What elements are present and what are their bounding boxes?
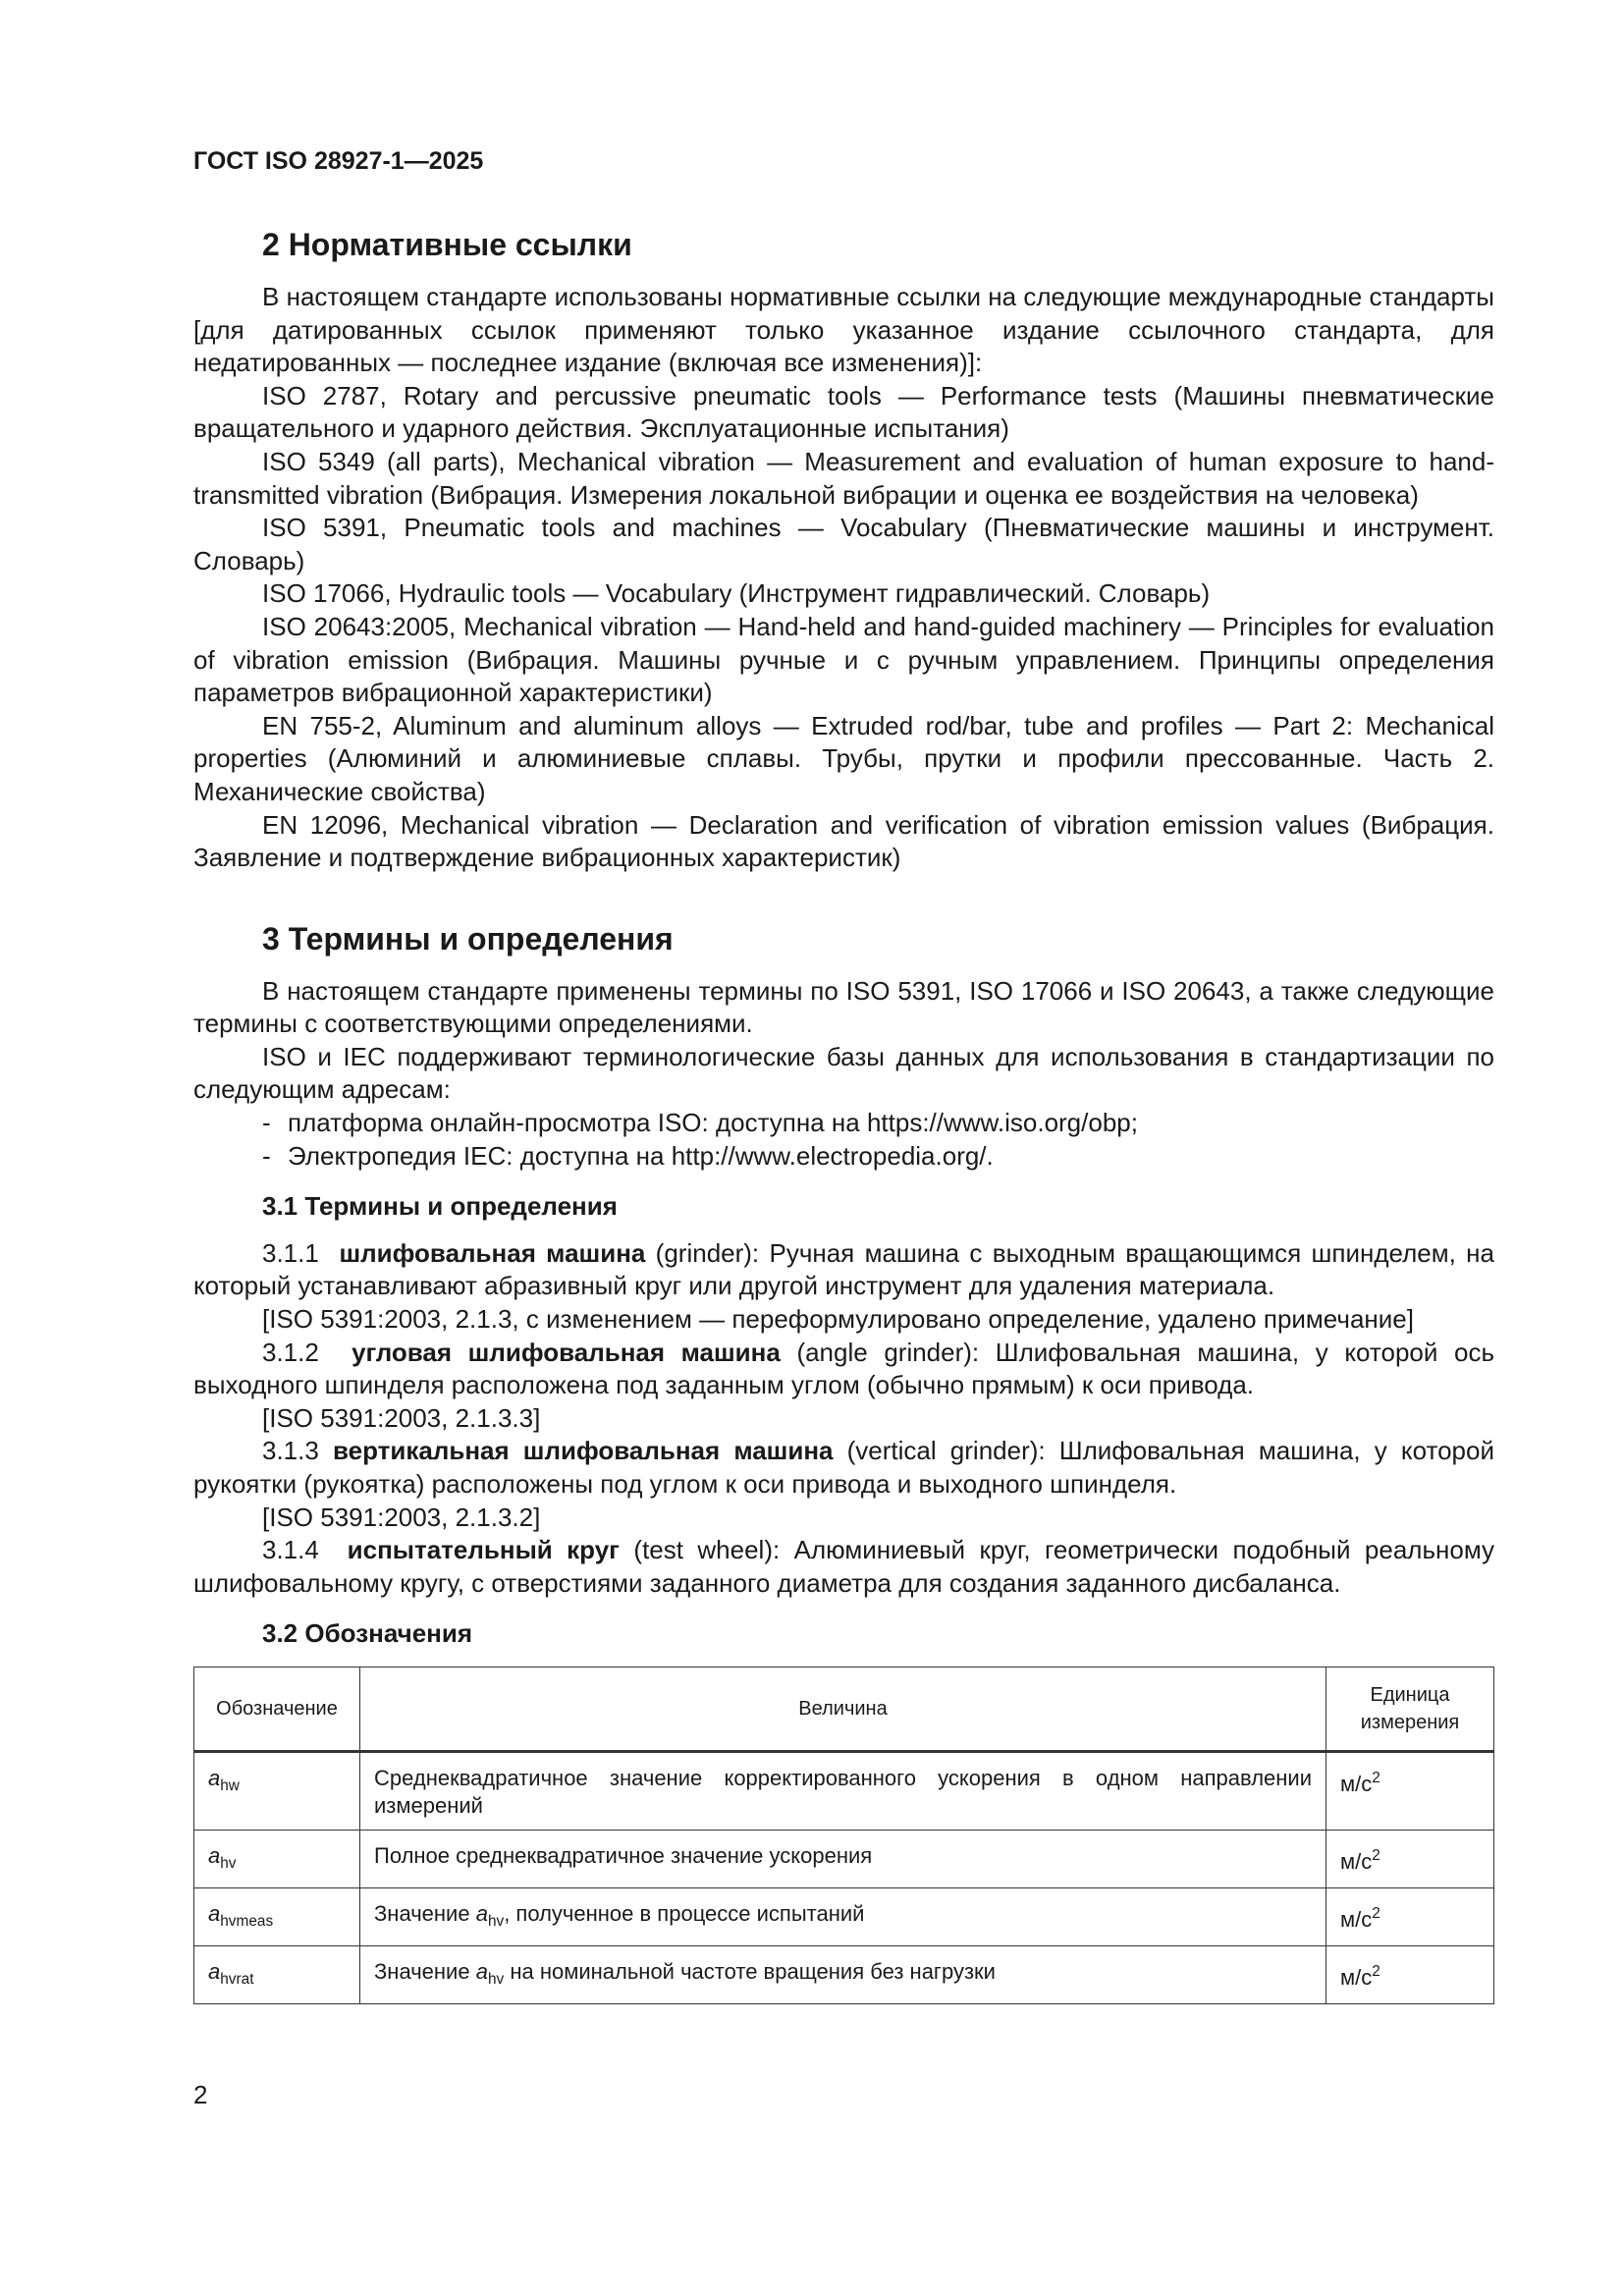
reference-item: ISO 2787, Rotary and percussive pneumatic tools — Performance tests (Машины пневматические вращательного и ударного действия. Эксплуатационные испытания)	[193, 380, 1494, 444]
quantity-text: на номинальной частоте вращения без нагрузки	[504, 1958, 996, 1984]
page-content	[193, 222, 1494, 2004]
term-source: [ISO 5391:2003, 2.1.3.2]	[262, 1502, 541, 1532]
subsection-3-1-title: 3.1 Термины и определения	[262, 1191, 618, 1222]
section-3-title: 3 Термины и определения	[262, 920, 674, 957]
symbol-cell	[194, 1945, 360, 2003]
section-2-title: 2 Нормативные ссылки	[262, 227, 632, 262]
quantity-text: Полное среднеквадратичное значение ускорения	[374, 1842, 873, 1868]
section-3-intro-databases: ISO и IEC поддерживают терминологические базы данных для использования в стандартизации по следующим адресам:	[193, 1041, 1494, 1105]
unit-cell	[1326, 1830, 1494, 1887]
symbol-letter: a	[208, 1958, 221, 1984]
list-item	[262, 1107, 1494, 1140]
term-definition: (grinder): Ручная машина с выходным вращающимся шпинделем, на который устанавливают абразивный круг или другой инструмент для удаления материала.	[193, 1237, 1494, 1301]
term-source: [ISO 5391:2003, 2.1.3.3]	[262, 1402, 541, 1433]
reference-item: EN 12096, Mechanical vibration — Declaration and verification of vibration emission values (Вибрация. Заявление и подтверждение вибрационных характеристик)	[193, 809, 1494, 873]
section-3-intro: В настоящем стандарте применены термины по ISO 5391, ISO 17066 и ISO 20643, а также следующие термины с соответствующими определениями.	[193, 975, 1494, 1039]
term-definition: (test wheel): Алюминиевый круг, геометрически подобный реальному шлифовальному кругу, с отверстиями заданного диаметра для создания заданного дисбаланса.	[193, 1535, 1494, 1598]
term-source: [ISO 5391:2003, 2.1.3, с изменением — переформулировано определение, удалено примечание]	[262, 1304, 1414, 1335]
term-definition: (angle grinder): Шлифовальная машина, у которой ось выходного шпинделя расположена под заданным углом (обычно прямым) к оси привода.	[193, 1337, 1495, 1400]
list-item	[262, 1140, 1494, 1174]
unit-cell	[1326, 1751, 1494, 1830]
unit-text: м/с	[1340, 1848, 1373, 1874]
section-2-intro: В настоящем стандарте использованы нормативные ссылки на следующие международные стандарты [для датированных ссылок применяют только указанное издание ссылочного стандарта, для недатированных — последнее издание (включая все изменения)]:	[193, 282, 1494, 378]
symbol-letter: a	[208, 1842, 221, 1868]
page-number: 2	[193, 2080, 208, 2109]
table-row	[194, 1887, 1494, 1945]
term-entry	[193, 1337, 1494, 1402]
list-dash: -	[262, 1140, 271, 1171]
reference-item: ISO 17066, Hydraulic tools — Vocabulary (Инструмент гидравлический. Словарь)	[262, 578, 1211, 609]
inline-symbol-subscript: hv	[487, 1912, 505, 1930]
table-row	[194, 1751, 1494, 1830]
quantity-text: Значение	[374, 1958, 476, 1984]
symbols-table	[193, 1667, 1494, 2004]
quantity-cell	[360, 1887, 1326, 1945]
term-definition: (vertical grinder): Шлифовальная машина, у которой рукоятки (рукоятка) расположены под углом к оси привода и выходного шпинделя.	[193, 1436, 1494, 1499]
unit-exponent: 2	[1372, 1904, 1380, 1922]
column-header-quantity: Величина	[360, 1667, 1326, 1751]
quantity-cell	[360, 1830, 1326, 1887]
unit-cell	[1326, 1887, 1494, 1945]
reference-item: ISO 5391, Pneumatic tools and machines — Vocabulary (Пневматические машины и инструмент. Словарь)	[193, 513, 1494, 575]
term-number: 3.1.3	[262, 1436, 319, 1466]
symbol-subscript: hv	[220, 1854, 237, 1872]
symbol-subscript: hvmeas	[220, 1912, 274, 1930]
symbol-subscript: hw	[220, 1777, 240, 1794]
list-item-text: Электропедия IEC: доступна на http://www.electropedia.org/.	[288, 1140, 994, 1171]
symbol-subscript: hvrat	[220, 1970, 254, 1988]
list-item-text: платформа онлайн-просмотра ISO: доступна на https://www.iso.org/obp;	[288, 1108, 1138, 1138]
term-name: шлифовальная машина	[339, 1237, 646, 1268]
term-name: вертикальная шлифовальная машина	[332, 1436, 834, 1466]
table-row	[194, 1945, 1494, 2003]
unit-text: м/с	[1340, 1771, 1373, 1796]
inline-symbol: a	[475, 1900, 488, 1926]
subsection-3-2-title: 3.2 Обозначения	[262, 1618, 473, 1649]
quantity-text: Среднеквадратичное значение корректированного ускорения в одном направлении измерений	[374, 1765, 1312, 1818]
table-row	[194, 1830, 1494, 1887]
quantity-text: Значение	[374, 1900, 476, 1926]
reference-item: ISO 5349 (all parts), Mechanical vibration — Measurement and evaluation of human exposure to hand-transmitted vibration (Вибрация. Измерения локальной вибрации и оценка ее воздействия на человека)	[193, 446, 1494, 510]
inline-symbol-subscript: hv	[487, 1970, 505, 1988]
reference-item: EN 755-2, Aluminum and aluminum alloys — Extruded rod/bar, tube and profiles — Part 2: Mechanical properties (Алюминий и алюминиевые сплавы. Трубы, прутки и профили прессованные. Часть 2. Механические свойства)	[193, 710, 1494, 806]
term-name: угловая шлифовальная машина	[352, 1337, 781, 1367]
symbol-letter: a	[208, 1765, 221, 1790]
table-header-row	[194, 1667, 1494, 1751]
unit-exponent: 2	[1372, 1769, 1380, 1786]
quantity-cell	[360, 1945, 1326, 2003]
column-header-symbol: Обозначение	[194, 1667, 360, 1751]
term-number: 3.1.4	[262, 1535, 319, 1565]
term-entry	[193, 1534, 1494, 1600]
reference-item: ISO 20643:2005, Mechanical vibration — Hand-held and hand-guided machinery — Principles for evaluation of vibration emission (Вибрация. Машины ручные и с ручным управлением. Принципы определения параметров вибрационной характеристики)	[193, 611, 1494, 708]
inline-symbol: a	[475, 1958, 488, 1984]
column-header-unit: Единица измерения	[1326, 1667, 1494, 1751]
quantity-cell	[360, 1751, 1326, 1830]
unit-exponent: 2	[1372, 1962, 1380, 1980]
term-number: 3.1.1	[262, 1237, 319, 1268]
term-number: 3.1.2	[262, 1337, 319, 1367]
symbol-cell	[194, 1830, 360, 1887]
term-name: испытательный круг	[347, 1535, 621, 1565]
unit-text: м/с	[1340, 1964, 1373, 1990]
document-header: ГОСТ ISO 28927-1—2025	[193, 147, 484, 175]
unit-cell	[1326, 1945, 1494, 2003]
term-entry	[193, 1435, 1494, 1501]
quantity-text: , полученное в процессе испытаний	[504, 1900, 865, 1926]
unit-text: м/с	[1340, 1906, 1373, 1932]
symbol-letter: a	[208, 1900, 221, 1926]
unit-exponent: 2	[1372, 1846, 1380, 1864]
symbol-cell	[194, 1887, 360, 1945]
term-entry	[193, 1237, 1494, 1303]
symbol-cell	[194, 1751, 360, 1830]
list-dash: -	[262, 1108, 271, 1138]
